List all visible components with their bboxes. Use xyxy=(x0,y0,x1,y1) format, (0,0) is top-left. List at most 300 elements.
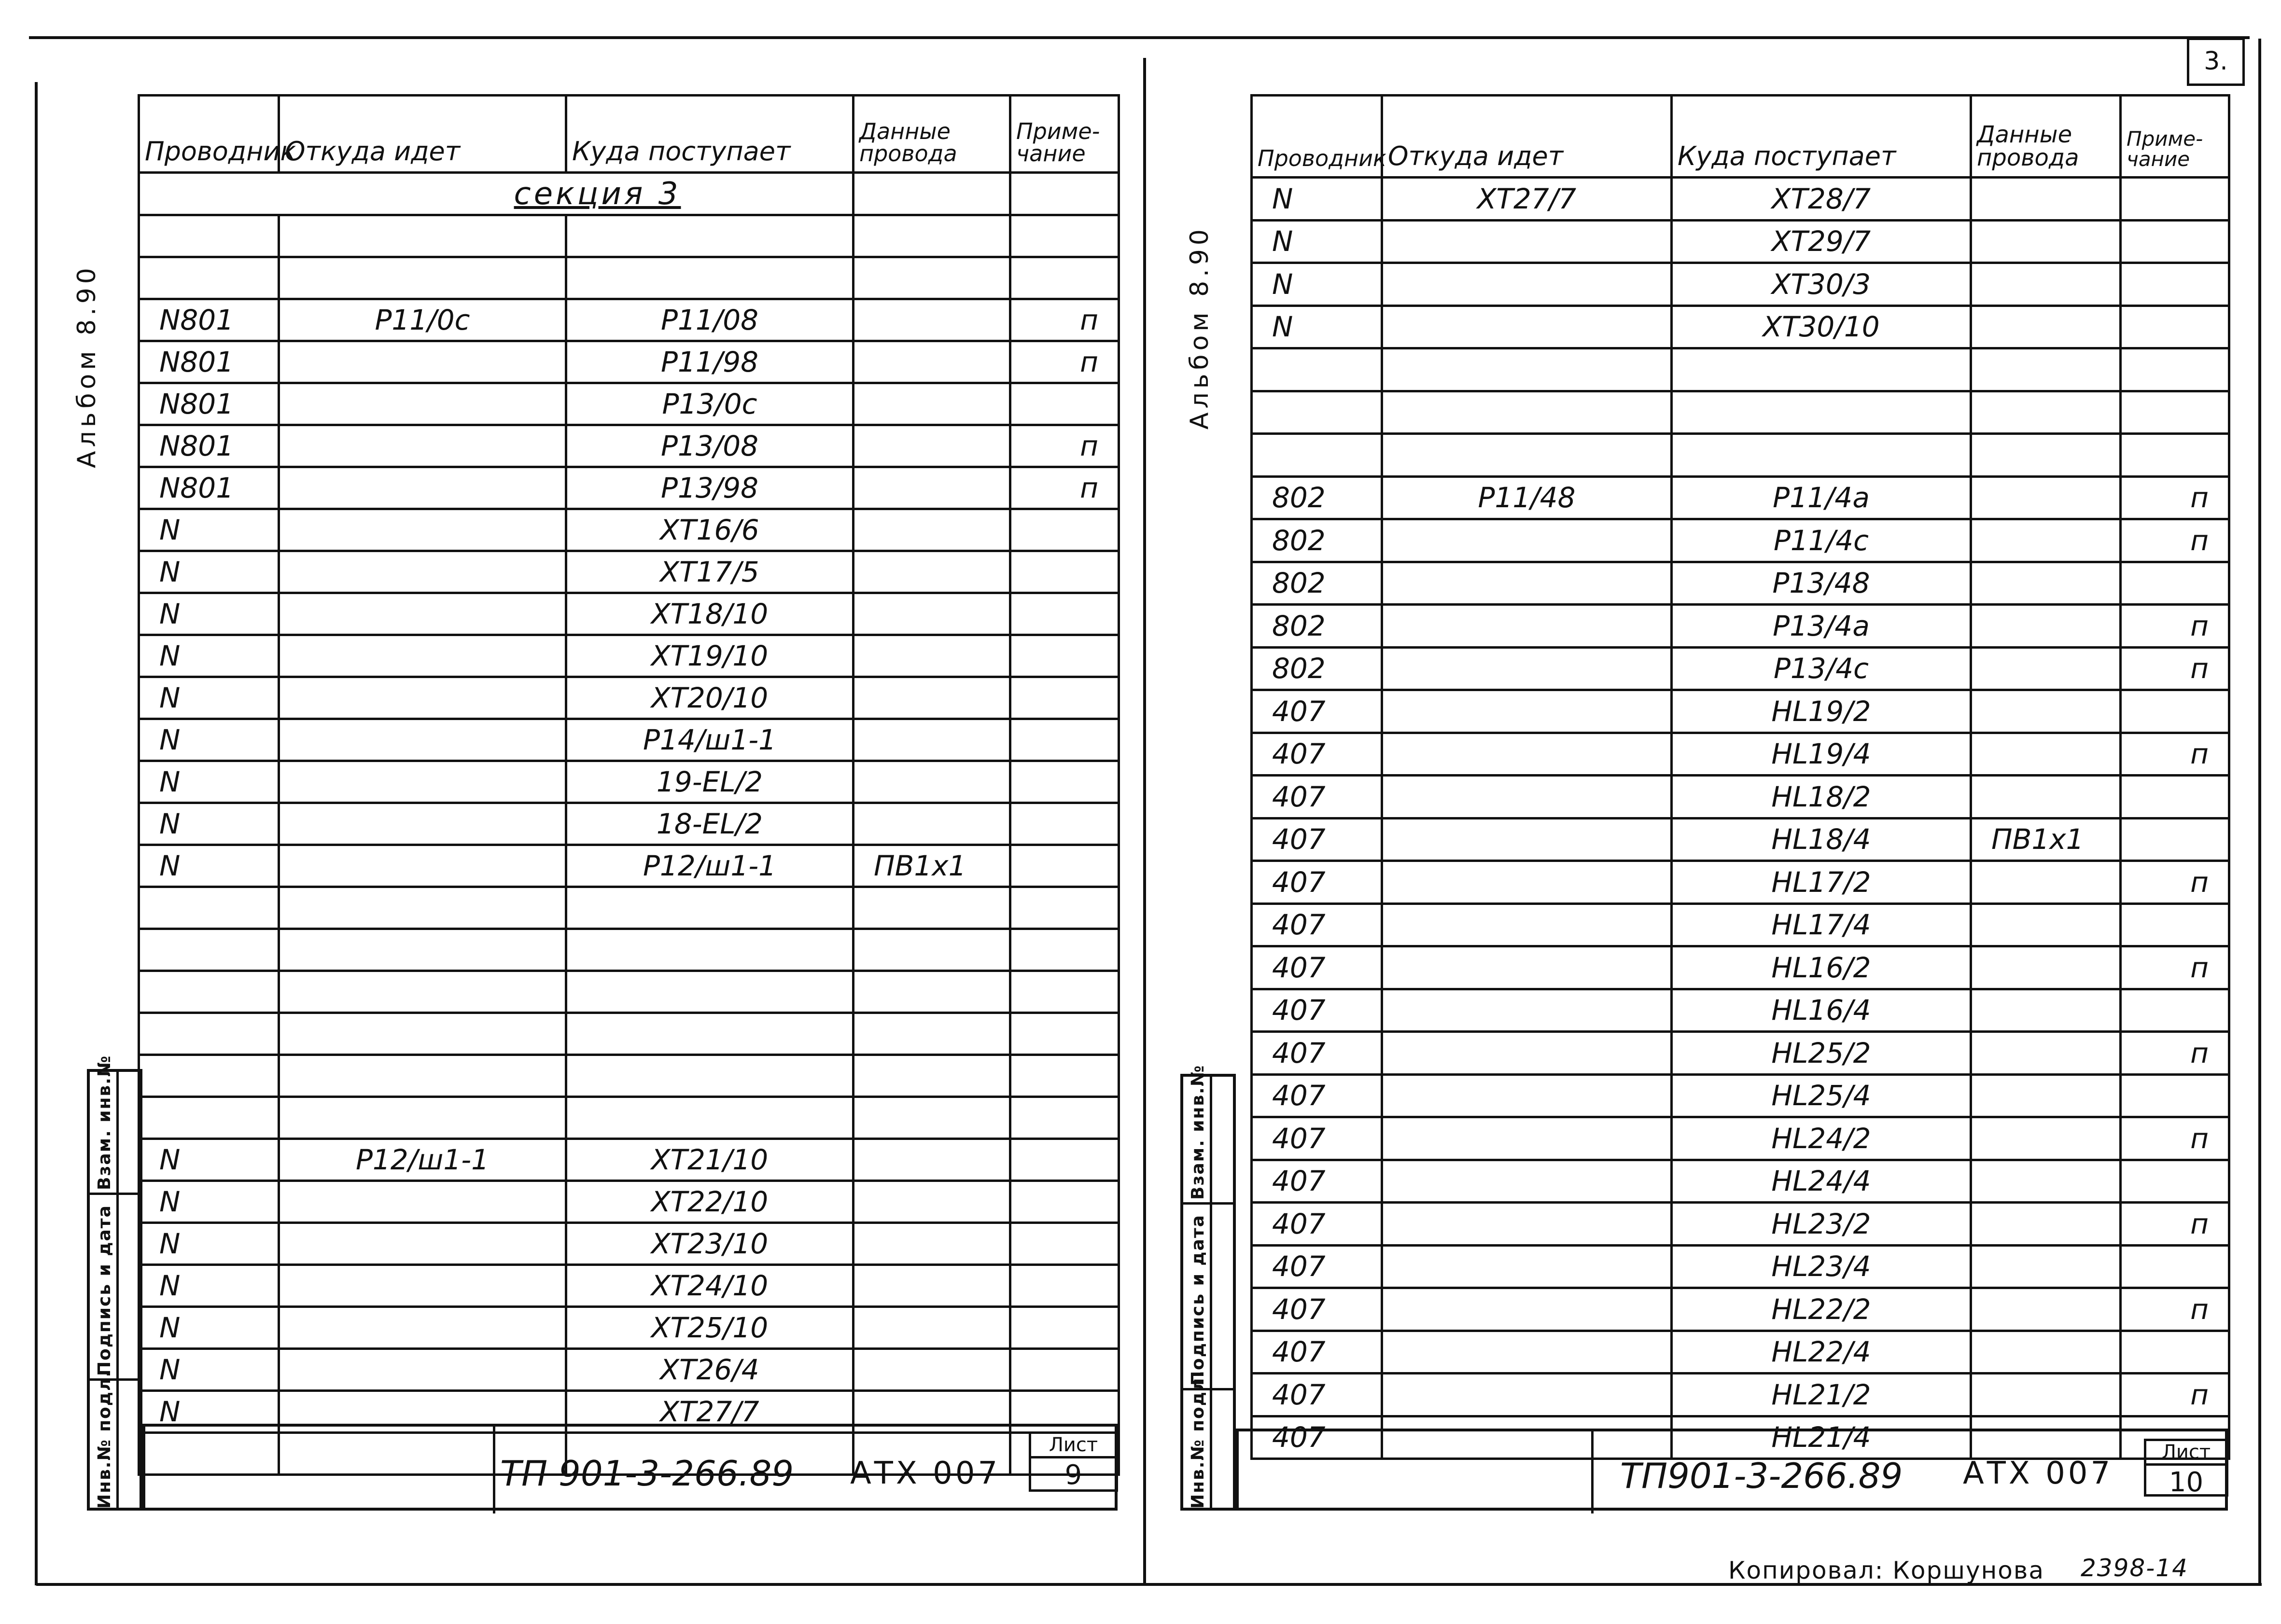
left-section-row xyxy=(139,173,1119,215)
cell-wire-data xyxy=(1971,1117,2121,1160)
cell-conductor: N xyxy=(139,1307,279,1349)
stamp-replace-inv: Взам. инв.№ xyxy=(95,1055,114,1190)
copied-by: Копировал: Коршунова xyxy=(1728,1556,2044,1584)
cell-from xyxy=(279,1013,566,1055)
cell-wire-data xyxy=(1971,690,2121,733)
cell-conductor: N xyxy=(139,593,279,635)
cell-from xyxy=(1382,263,1672,306)
album-label-left: Альбом 8.90 xyxy=(72,264,101,468)
cell-from xyxy=(1382,733,1672,776)
cell-note: п xyxy=(2121,1032,2229,1075)
cell-wire-data xyxy=(1971,861,2121,904)
cell-from xyxy=(279,803,566,845)
cell-conductor: 407 xyxy=(1252,1160,1382,1203)
cell-note xyxy=(2121,989,2229,1032)
cell-to xyxy=(566,971,854,1013)
cell-note xyxy=(1010,383,1119,425)
table-row xyxy=(1252,733,2229,776)
cell-to: HL25/2 xyxy=(1672,1032,1971,1075)
cell-to: XT30/10 xyxy=(1672,305,1971,348)
table-row xyxy=(1252,1032,2229,1075)
table-row xyxy=(139,719,1119,761)
cell-from xyxy=(1382,562,1672,605)
cell-to: P11/4c xyxy=(1672,519,1971,562)
table-row xyxy=(1252,1288,2229,1331)
right-doc-code: АТХ 007 xyxy=(1963,1456,2113,1491)
cell-note xyxy=(1010,1307,1119,1349)
cell-conductor: N xyxy=(139,1223,279,1265)
cell-note xyxy=(2121,434,2229,477)
table-row xyxy=(139,1013,1119,1055)
table-row xyxy=(1252,1245,2229,1288)
cell-note xyxy=(1010,1139,1119,1181)
table-row xyxy=(1252,861,2229,904)
cell-from: XT27/7 xyxy=(1382,178,1672,221)
tb-vline xyxy=(493,1427,495,1513)
cell-to: XT19/10 xyxy=(566,635,854,677)
cell-conductor: N801 xyxy=(139,341,279,383)
cell-wire-data xyxy=(854,971,1010,1013)
cell-to: HL24/2 xyxy=(1672,1117,1971,1160)
table-row xyxy=(1252,946,2229,989)
table-row xyxy=(139,215,1119,257)
cell-to xyxy=(566,1097,854,1139)
cell-from xyxy=(1382,1160,1672,1203)
cell-wire-data xyxy=(854,1307,1010,1349)
cell-note xyxy=(2121,178,2229,221)
cell-from xyxy=(1382,946,1672,989)
right-stamp-column xyxy=(1180,1064,1236,1511)
cell-from xyxy=(1382,434,1672,477)
cell-to xyxy=(566,215,854,257)
left-header-conductor: Проводник xyxy=(139,96,279,173)
cell-conductor: 407 xyxy=(1252,1245,1382,1288)
cell-wire-data xyxy=(1971,348,2121,391)
cell-to: HL19/2 xyxy=(1672,690,1971,733)
cell-conductor: N xyxy=(139,1349,279,1391)
cell-from xyxy=(1382,1374,1672,1416)
cell-conductor xyxy=(1252,434,1382,477)
cell-wire-data xyxy=(1971,1074,2121,1117)
cell-to: P13/98 xyxy=(566,467,854,509)
cell-wire-data xyxy=(1971,178,2121,221)
cell-wire-data xyxy=(1971,1331,2121,1374)
cell-wire-data xyxy=(854,887,1010,929)
table-row xyxy=(139,761,1119,803)
cell-conductor: N xyxy=(139,509,279,551)
cell-to: HL17/4 xyxy=(1672,903,1971,946)
cell-conductor xyxy=(139,929,279,971)
table-row xyxy=(139,467,1119,509)
cell-wire-data xyxy=(854,929,1010,971)
table-row xyxy=(1252,263,2229,306)
left-sheet-number: 9 xyxy=(1064,1459,1082,1491)
table-row xyxy=(139,551,1119,593)
cell-to xyxy=(566,887,854,929)
cell-wire-data xyxy=(854,635,1010,677)
table-row xyxy=(1252,1331,2229,1374)
cell-wire-data xyxy=(854,467,1010,509)
table-row xyxy=(1252,519,2229,562)
table-row xyxy=(139,1307,1119,1349)
cell-note: п xyxy=(2121,1117,2229,1160)
cell-note xyxy=(1010,887,1119,929)
cell-from xyxy=(279,215,566,257)
cell-wire-data xyxy=(1971,989,2121,1032)
cell-wire-data xyxy=(1971,1245,2121,1288)
cell-note xyxy=(2121,220,2229,263)
cell-conductor: N xyxy=(139,803,279,845)
cell-to: HL21/4 xyxy=(1672,1416,1971,1459)
cell-conductor xyxy=(139,971,279,1013)
cell-from xyxy=(279,425,566,467)
table-row xyxy=(1252,818,2229,861)
cell-conductor: 407 xyxy=(1252,1203,1382,1246)
table-row xyxy=(139,677,1119,719)
cell-from xyxy=(1382,1032,1672,1075)
cell-to: HL16/4 xyxy=(1672,989,1971,1032)
cell-note: п xyxy=(1010,299,1119,341)
cell-conductor: 407 xyxy=(1252,818,1382,861)
table-row xyxy=(1252,348,2229,391)
stamp-inv-original: Инв.№ подл. xyxy=(95,1369,114,1509)
cell-conductor: N xyxy=(139,1181,279,1223)
cell-note xyxy=(2121,348,2229,391)
cell-conductor: 407 xyxy=(1252,1416,1382,1459)
cell-wire-data xyxy=(1971,903,2121,946)
cell-from xyxy=(1382,647,1672,690)
cell-conductor: 802 xyxy=(1252,562,1382,605)
table-row xyxy=(139,1097,1119,1139)
cell-note xyxy=(2121,690,2229,733)
cell-wire-data xyxy=(1971,476,2121,519)
right-header-from: Откуда идет xyxy=(1382,96,1672,178)
cell-note xyxy=(2121,305,2229,348)
stamp-signature-date: Подпись и дата xyxy=(1188,1214,1208,1386)
cell-from xyxy=(279,971,566,1013)
cell-conductor: 407 xyxy=(1252,1032,1382,1075)
table-row xyxy=(139,929,1119,971)
cell-from xyxy=(279,467,566,509)
cell-to: XT28/7 xyxy=(1672,178,1971,221)
cell-wire-data xyxy=(1971,946,2121,989)
cell-from xyxy=(279,1307,566,1349)
cell-note xyxy=(1010,929,1119,971)
cell-to: HL24/4 xyxy=(1672,1160,1971,1203)
cell-to: XT25/10 xyxy=(566,1307,854,1349)
right-sheet-number: 10 xyxy=(2169,1467,2204,1498)
table-row xyxy=(139,509,1119,551)
cell-wire-data xyxy=(854,425,1010,467)
right-title-block xyxy=(1236,1429,2228,1511)
cell-wire-data xyxy=(1971,647,2121,690)
table-row xyxy=(139,1349,1119,1391)
cell-to: P11/4a xyxy=(1672,476,1971,519)
cell-to: XT23/10 xyxy=(566,1223,854,1265)
right-header-to: Куда поступает xyxy=(1672,96,1971,178)
table-row xyxy=(139,593,1119,635)
cell-note xyxy=(1010,1181,1119,1223)
table-row xyxy=(1252,903,2229,946)
cell-to xyxy=(566,1055,854,1097)
cell-conductor: N801 xyxy=(139,383,279,425)
cell-conductor: 407 xyxy=(1252,989,1382,1032)
cell-from xyxy=(279,929,566,971)
cell-conductor: N xyxy=(139,719,279,761)
cell-note: п xyxy=(2121,1374,2229,1416)
cell-from xyxy=(1382,903,1672,946)
cell-wire-data xyxy=(1971,305,2121,348)
table-row xyxy=(1252,391,2229,434)
cell-wire-data xyxy=(854,1349,1010,1391)
cell-to: XT20/10 xyxy=(566,677,854,719)
cell-note: п xyxy=(1010,467,1119,509)
cell-note xyxy=(2121,1331,2229,1374)
table-row xyxy=(139,803,1119,845)
cell-conductor: 802 xyxy=(1252,519,1382,562)
cell-conductor xyxy=(139,215,279,257)
left-header-to: Куда поступает xyxy=(566,96,854,173)
cell-conductor: 407 xyxy=(1252,946,1382,989)
cell-conductor: N xyxy=(139,635,279,677)
cell-note xyxy=(1010,1013,1119,1055)
cell-note xyxy=(2121,391,2229,434)
table-row xyxy=(1252,1203,2229,1246)
cell-conductor: 802 xyxy=(1252,476,1382,519)
cell-to: HL19/4 xyxy=(1672,733,1971,776)
right-header-note: Приме-чание xyxy=(2121,96,2229,178)
cell-wire-data xyxy=(854,1055,1010,1097)
cell-to: XT17/5 xyxy=(566,551,854,593)
cell-to: HL21/2 xyxy=(1672,1374,1971,1416)
left-doc-code: АТХ 007 xyxy=(850,1456,1001,1491)
cell-note: п xyxy=(1010,341,1119,383)
cell-conductor: N xyxy=(1252,220,1382,263)
cell-from xyxy=(279,1181,566,1223)
left-doc-number: ТП 901-3-266.89 xyxy=(500,1453,794,1494)
cell-wire-data xyxy=(854,1139,1010,1181)
cell-wire-data xyxy=(1971,1032,2121,1075)
table-row xyxy=(1252,989,2229,1032)
cell-note xyxy=(1010,1349,1119,1391)
cell-note xyxy=(1010,803,1119,845)
table-row xyxy=(139,383,1119,425)
table-row xyxy=(1252,776,2229,819)
cell-note xyxy=(2121,903,2229,946)
table-row xyxy=(1252,220,2229,263)
right-sheet-label: Лист xyxy=(2146,1441,2226,1466)
cell-wire-data xyxy=(1971,220,2121,263)
table-row xyxy=(1252,1160,2229,1203)
cell-wire-data xyxy=(854,1181,1010,1223)
right-sheet-box xyxy=(2144,1439,2228,1497)
table-row xyxy=(139,299,1119,341)
cell-note xyxy=(2121,818,2229,861)
table-row xyxy=(1252,690,2229,733)
cell-wire-data: ПВ1x1 xyxy=(1971,818,2121,861)
cell-wire-data xyxy=(854,1265,1010,1307)
cell-note xyxy=(1010,1055,1119,1097)
cell-conductor: N xyxy=(1252,263,1382,306)
cell-from xyxy=(279,635,566,677)
cell-wire-data xyxy=(1971,562,2121,605)
left-title-block xyxy=(142,1424,1118,1511)
cell-conductor: 407 xyxy=(1252,690,1382,733)
cell-to: P14/ш1-1 xyxy=(566,719,854,761)
cell-note xyxy=(1010,551,1119,593)
cell-from xyxy=(1382,519,1672,562)
cell-conductor: N xyxy=(139,761,279,803)
left-wire-table xyxy=(138,94,1120,1476)
cell-wire-data xyxy=(854,215,1010,257)
cell-to: P13/4c xyxy=(1672,647,1971,690)
cell-conductor: 407 xyxy=(1252,776,1382,819)
table-row xyxy=(1252,476,2229,519)
cell-conductor: 407 xyxy=(1252,1331,1382,1374)
cell-to: XT26/4 xyxy=(566,1349,854,1391)
table-row xyxy=(139,1139,1119,1181)
cell-from xyxy=(1382,348,1672,391)
right-header-wire-data: Данные провода xyxy=(1971,96,2121,178)
cell-conductor xyxy=(139,1055,279,1097)
cell-note: п xyxy=(2121,946,2229,989)
table-row xyxy=(1252,305,2229,348)
cell-from xyxy=(1382,220,1672,263)
cell-note xyxy=(2121,562,2229,605)
cell-to: HL23/2 xyxy=(1672,1203,1971,1246)
cell-to xyxy=(566,257,854,299)
cell-from xyxy=(1382,1074,1672,1117)
cell-note xyxy=(2121,776,2229,819)
cell-from xyxy=(1382,776,1672,819)
cell-to: P11/98 xyxy=(566,341,854,383)
cell-from xyxy=(279,593,566,635)
cell-conductor: 802 xyxy=(1252,605,1382,648)
cell-wire-data xyxy=(1971,1160,2121,1203)
page-number: 3. xyxy=(2204,47,2228,76)
cell-to: HL22/2 xyxy=(1672,1288,1971,1331)
cell-conductor: 407 xyxy=(1252,861,1382,904)
cell-note xyxy=(1010,593,1119,635)
cell-wire-data xyxy=(854,593,1010,635)
cell-conductor: 407 xyxy=(1252,1374,1382,1416)
cell-from xyxy=(279,1265,566,1307)
cell-wire-data xyxy=(1971,391,2121,434)
left-stamp-column xyxy=(87,1055,142,1511)
table-row xyxy=(1252,647,2229,690)
cell-from xyxy=(1382,861,1672,904)
cell-from xyxy=(1382,1288,1672,1331)
left-header-wire-data: Данные провода xyxy=(854,96,1010,173)
cell-note xyxy=(1010,677,1119,719)
cell-note xyxy=(1010,1097,1119,1139)
cell-note xyxy=(1010,1265,1119,1307)
cell-conductor: N xyxy=(139,845,279,887)
cell-wire-data xyxy=(854,383,1010,425)
table-row xyxy=(1252,562,2229,605)
cell-conductor: 407 xyxy=(1252,733,1382,776)
cell-from xyxy=(279,1349,566,1391)
cell-wire-data xyxy=(854,299,1010,341)
cell-note xyxy=(1010,1223,1119,1265)
stamp-divider xyxy=(1210,1077,1212,1509)
cell-note: п xyxy=(2121,605,2229,648)
cell-note: п xyxy=(2121,647,2229,690)
cell-to: P13/0c xyxy=(566,383,854,425)
cell-from xyxy=(279,761,566,803)
stamp-signature-date: Подпись и дата xyxy=(95,1205,114,1376)
table-row xyxy=(1252,434,2229,477)
cell-wire-data xyxy=(854,677,1010,719)
cell-wire-data xyxy=(1971,733,2121,776)
cell-from xyxy=(1382,605,1672,648)
cell-from: P12/ш1-1 xyxy=(279,1139,566,1181)
cell-note: п xyxy=(1010,425,1119,467)
left-sheet-label: Лист xyxy=(1031,1434,1116,1458)
cell-from xyxy=(1382,989,1672,1032)
cell-note xyxy=(1010,719,1119,761)
cell-conductor: N xyxy=(139,551,279,593)
cell-to: XT24/10 xyxy=(566,1265,854,1307)
cell-from xyxy=(279,845,566,887)
cell-conductor: 407 xyxy=(1252,1117,1382,1160)
cell-conductor: N xyxy=(139,677,279,719)
cell-to: HL18/2 xyxy=(1672,776,1971,819)
cell-from xyxy=(1382,690,1672,733)
cell-to: P13/48 xyxy=(1672,562,1971,605)
table-row xyxy=(139,1055,1119,1097)
cell-note xyxy=(2121,263,2229,306)
cell-from xyxy=(279,1055,566,1097)
cell-to: HL23/4 xyxy=(1672,1245,1971,1288)
cell-to: XT27/7 xyxy=(566,1391,854,1433)
cell-conductor: N xyxy=(139,1139,279,1181)
cell-conductor xyxy=(139,1097,279,1139)
cell-wire-data xyxy=(1971,519,2121,562)
stamp-inv-original: Инв.№ подл. xyxy=(1188,1369,1208,1509)
right-border-line xyxy=(2258,39,2261,1585)
cell-from xyxy=(1382,391,1672,434)
cell-wire-data xyxy=(1971,434,2121,477)
cell-note: п xyxy=(2121,861,2229,904)
cell-from xyxy=(1382,1245,1672,1288)
cell-conductor: N xyxy=(139,1265,279,1307)
cell-to: P12/ш1-1 xyxy=(566,845,854,887)
table-row xyxy=(139,1265,1119,1307)
cell-wire-data xyxy=(1971,605,2121,648)
cell-wire-data xyxy=(854,1223,1010,1265)
order-number: 2398-14 xyxy=(2081,1554,2188,1582)
cell-to: 18-EL/2 xyxy=(566,803,854,845)
cell-from xyxy=(279,341,566,383)
cell-note xyxy=(1010,215,1119,257)
cell-note xyxy=(1010,845,1119,887)
cell-to: XT29/7 xyxy=(1672,220,1971,263)
cell-to: P11/08 xyxy=(566,299,854,341)
cell-wire-data xyxy=(854,341,1010,383)
cell-from xyxy=(279,1097,566,1139)
cell-from xyxy=(279,383,566,425)
right-header-conductor: Проводник xyxy=(1252,96,1382,178)
cell-from xyxy=(1382,1203,1672,1246)
table-row xyxy=(1252,178,2229,221)
cell-wire-data xyxy=(1971,1374,2121,1416)
cell-conductor xyxy=(139,257,279,299)
cell-conductor xyxy=(139,1013,279,1055)
left-header-note: Приме-чание xyxy=(1010,96,1119,173)
cell-conductor: N xyxy=(139,1391,279,1433)
cell-note xyxy=(1010,635,1119,677)
